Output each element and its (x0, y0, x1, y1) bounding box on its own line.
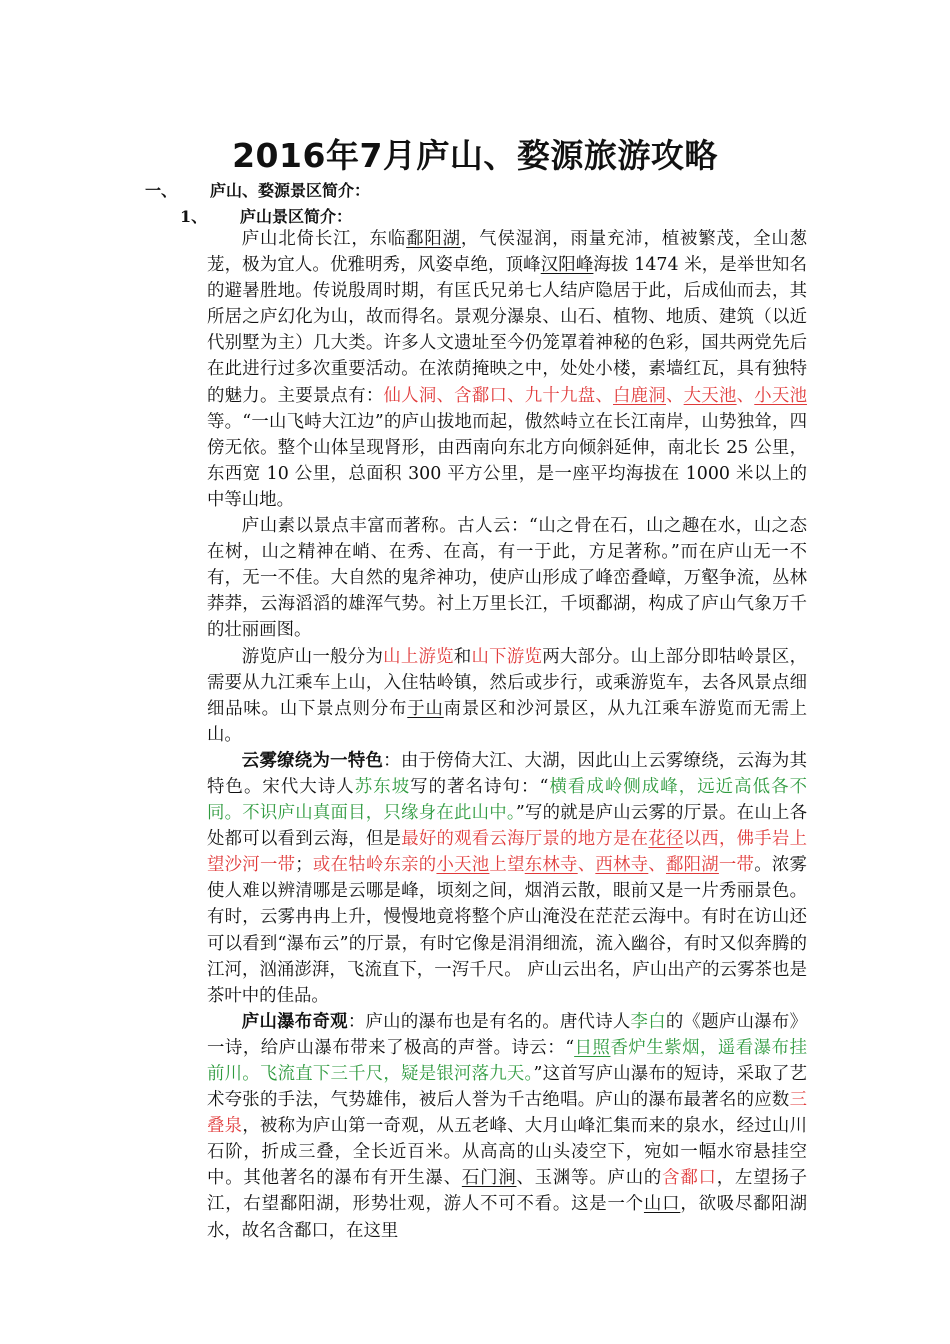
body-text (207, 226, 807, 1244)
paragraph-intro: 庐山北倚长江，东临鄱阳湖，气侯湿润，雨量充沛，植被繁茂，全山葱茏，极为宜人。优雅明秀，风姿卓绝，顶峰汉阳峰海拔 1474 米，是举世知名的避暑胜地。传说殷周时期，有匡氏兄弟七人结庐隐居于此，后成仙而去，其所居之庐幻化为山，故而得名。景观分瀑泉、山石、植物、地质、建筑（以近代别墅为主）几大类。许多人文遗址至今仍笼罩着神秘的色彩，国共两党先后在此进行过多次重要活动。在浓荫掩映之中，处处小楼，素墙红瓦，具有独特的魅力。主要景点有：仙人洞、含鄱口、九十九盘、白鹿洞、大天池、小天池等。“一山飞峙大江边”的庐山拔地而起，傲然峙立在长江南岸，山势独耸，四傍无依。整个山体呈现肾形，由西南向东北方向倾斜延伸，南北长 25 公里，东西宽 10 公里，总面积 300 平方公里，是一座平均海拔在 1000 米以上的中等山地。 (207, 229, 807, 510)
subsection-number: 1、 (180, 207, 208, 226)
paragraph-waterfalls: 庐山瀑布奇观：庐山的瀑布也是有名的。唐代诗人李白的《题庐山瀑布》一诗，给庐山瀑布带来了极高的声誉。诗云：“日照香炉生紫烟，遥看瀑布挂前川。飞流直下三千尺，疑是银河落九天。”这首写庐山瀑布的短诗，采取了艺术夸张的手法，气势雄伟，被后人誉为千古绝唱。庐山的瀑布最著名的应数三叠泉，被称为庐山第一奇观，从五老峰、大月山峰汇集而来的泉水，经过山川石阶，折成三叠，全长近百米。从高高的山头凌空下，宛如一幅水帘悬挂空中。其他著名的瀑布有开生瀑、石门涧、玉渊等。庐山的含鄱口，左望扬子江，右望鄱阳湖，形势壮观，游人不可不看。这是一个山口，欲吸尽鄱阳湖水，故名含鄱口，在这里 (207, 1011, 807, 1241)
subsection-heading (180, 204, 352, 227)
section-heading (145, 178, 370, 201)
section-number: 一、 (145, 181, 178, 200)
section-label: 庐山、婺源景区简介： (210, 181, 371, 200)
paragraph-clouds: 云雾缭绕为一特色：由于傍倚大江、大湖，因此山上云雾缭绕，云海为其特色。宋代大诗人苏东坡写的著名诗句：“横看成岭侧成峰，远近高低各不同。不识庐山真面目，只缘身在此山中。”写的就是庐山云雾的厅景。在山上各处都可以看到云海，但是最好的观看云海厅景的地方是在花径以西，佛手岩上望沙河一带；或在牯岭东亲的小天池上望东林寺、西林寺、鄱阳湖一带。浓雾使人难以辨清哪是云哪是峰，顷刻之间，烟消云散，眼前又是一片秀丽景色。有时，云雾冉冉上升，慢慢地竟将整个庐山淹没在茫茫云海中。有时在访山还可以看到“瀑布云”的厅景，有时它像是涓涓细流，流入幽谷，有时又似奔腾的江河，汹涌澎湃，飞流直下，一泻千尺。 庐山云出名，庐山出产的云雾茶也是茶叶中的佳品。 (207, 750, 807, 1006)
subsection-label: 庐山景区简介： (240, 207, 353, 226)
paragraph-scenery: 庐山素以景点丰富而著称。古人云：“山之骨在石，山之趣在水，山之态在树，山之精神在峭、在秀、在高，有一于此，方足著称。”而在庐山无一不有，无一不佳。大自然的鬼斧神功，使庐山形成了峰峦叠嶂，万壑争流，丛林莽莽，云海滔滔的雄浑气势。衬上万里长江，千顷鄱湖，构成了庐山气象万千的壮丽画图。 (207, 516, 807, 641)
paragraph-touring: 游览庐山一般分为山上游览和山下游览两大部分。山上部分即牯岭景区，需要从九江乘车上山，入住牯岭镇，然后或步行，或乘游览车，去各风景点细细品味。山下景点则分布于山南景区和沙河景区，从九江乘车游览而无需上山。 (207, 646, 807, 745)
page-title: 2016年7月庐山、婺源旅游攻略 (232, 136, 718, 175)
